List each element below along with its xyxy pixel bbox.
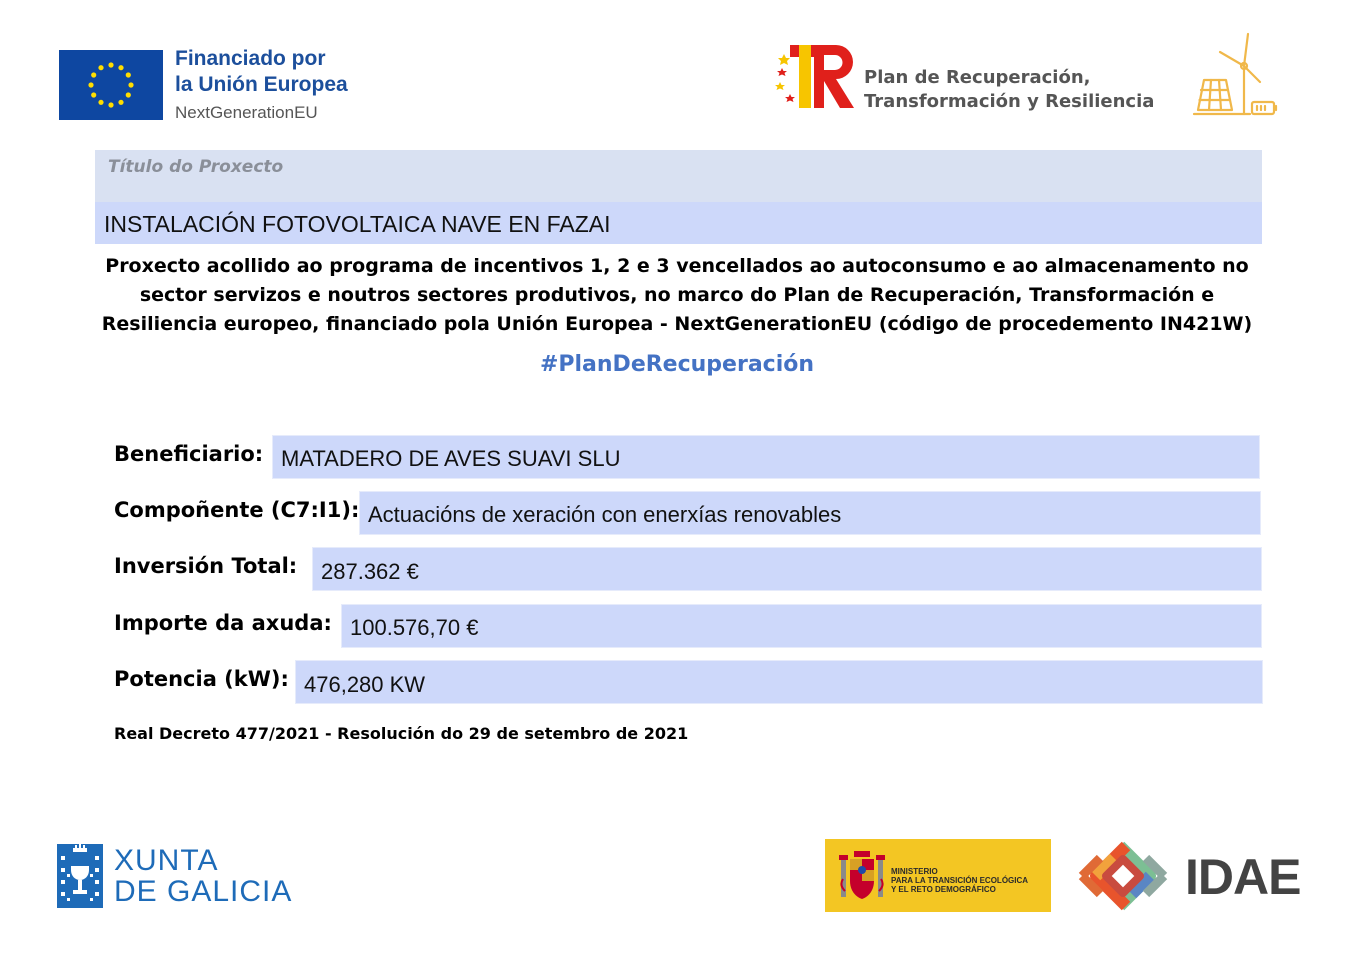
title-label: Título do Proxecto (108, 157, 284, 177)
component-value: Actuacións de xeración con enerxías renovables (368, 502, 842, 527)
xunta-line-1: XUNTA (114, 844, 219, 877)
power-value: 476,280 KW (304, 672, 426, 697)
total-investment-label: Inversión Total: (114, 554, 298, 578)
prtr-line-1: Plan de Recuperación, (864, 67, 1091, 88)
eu-flag-icon (59, 50, 163, 120)
ministerio-line-2: PARA LA TRANSICIÓN ECOLÓGICA (891, 876, 1029, 885)
idae-knot-icon (1070, 838, 1180, 919)
eu-line-1: Financiado por (175, 47, 326, 70)
eu-funding-text (175, 46, 348, 126)
idae-text: IDAE (1185, 849, 1301, 905)
component-label: Compoñente (C7:I1): (114, 498, 360, 522)
description-line-2: sector servizos e noutros sectores produtivos, no marco do Plan de Recuperación, Transformación e (139, 284, 1215, 306)
beneficiary-label: Beneficiario: (114, 442, 264, 466)
project-description (96, 252, 1258, 339)
prtr-text (864, 66, 1154, 114)
ministerio-text (891, 867, 1028, 894)
beneficiary-value: MATADERO DE AVES SUAVI SLU (281, 446, 621, 471)
power-label: Potencia (kW): (114, 667, 289, 691)
ministerio-line-3: Y EL RETO DEMOGRÁFICO (891, 885, 996, 894)
spain-coat-of-arms-icon (837, 849, 887, 910)
decree-text: Real Decreto 477/2021 - Resolución do 29 de setembro de 2021 (114, 724, 689, 743)
description-line-1: Proxecto acollido ao programa de incentivos 1, 2 e 3 vencellados ao autoconsumo e ao almacenamento no (105, 255, 1249, 277)
total-investment-box (312, 547, 1262, 591)
ministerio-line-1: MINISTERIO (891, 867, 938, 876)
hashtag: #PlanDeRecuperación (539, 352, 815, 377)
aid-amount-box (341, 604, 1262, 648)
project-title: INSTALACIÓN FOTOVOLTAICA NAVE EN FAZAI (104, 211, 611, 237)
xunta-line-2: DE GALICIA (114, 875, 293, 908)
description-line-3: Resiliencia europeo, financiado pola Unión Europea - NextGenerationEU (código de procedemento IN421W) (101, 313, 1253, 335)
ministerio-logo (825, 839, 1051, 912)
prtr-line-2: Transformación y Resiliencia (864, 91, 1155, 112)
galicia-shield-icon (57, 844, 103, 908)
xunta-text (114, 845, 292, 907)
aid-amount-label: Importe da axuda: (114, 611, 332, 635)
aid-amount-value: 100.576,70 € (350, 615, 479, 640)
power-box (295, 660, 1263, 704)
eu-line-3: NextGenerationEU (175, 103, 318, 122)
prtr-logo-icon (774, 42, 858, 117)
total-investment-value: 287.362 € (321, 559, 419, 584)
wind-solar-battery-icon (1190, 30, 1282, 125)
eu-line-2: la Unión Europea (175, 73, 348, 96)
